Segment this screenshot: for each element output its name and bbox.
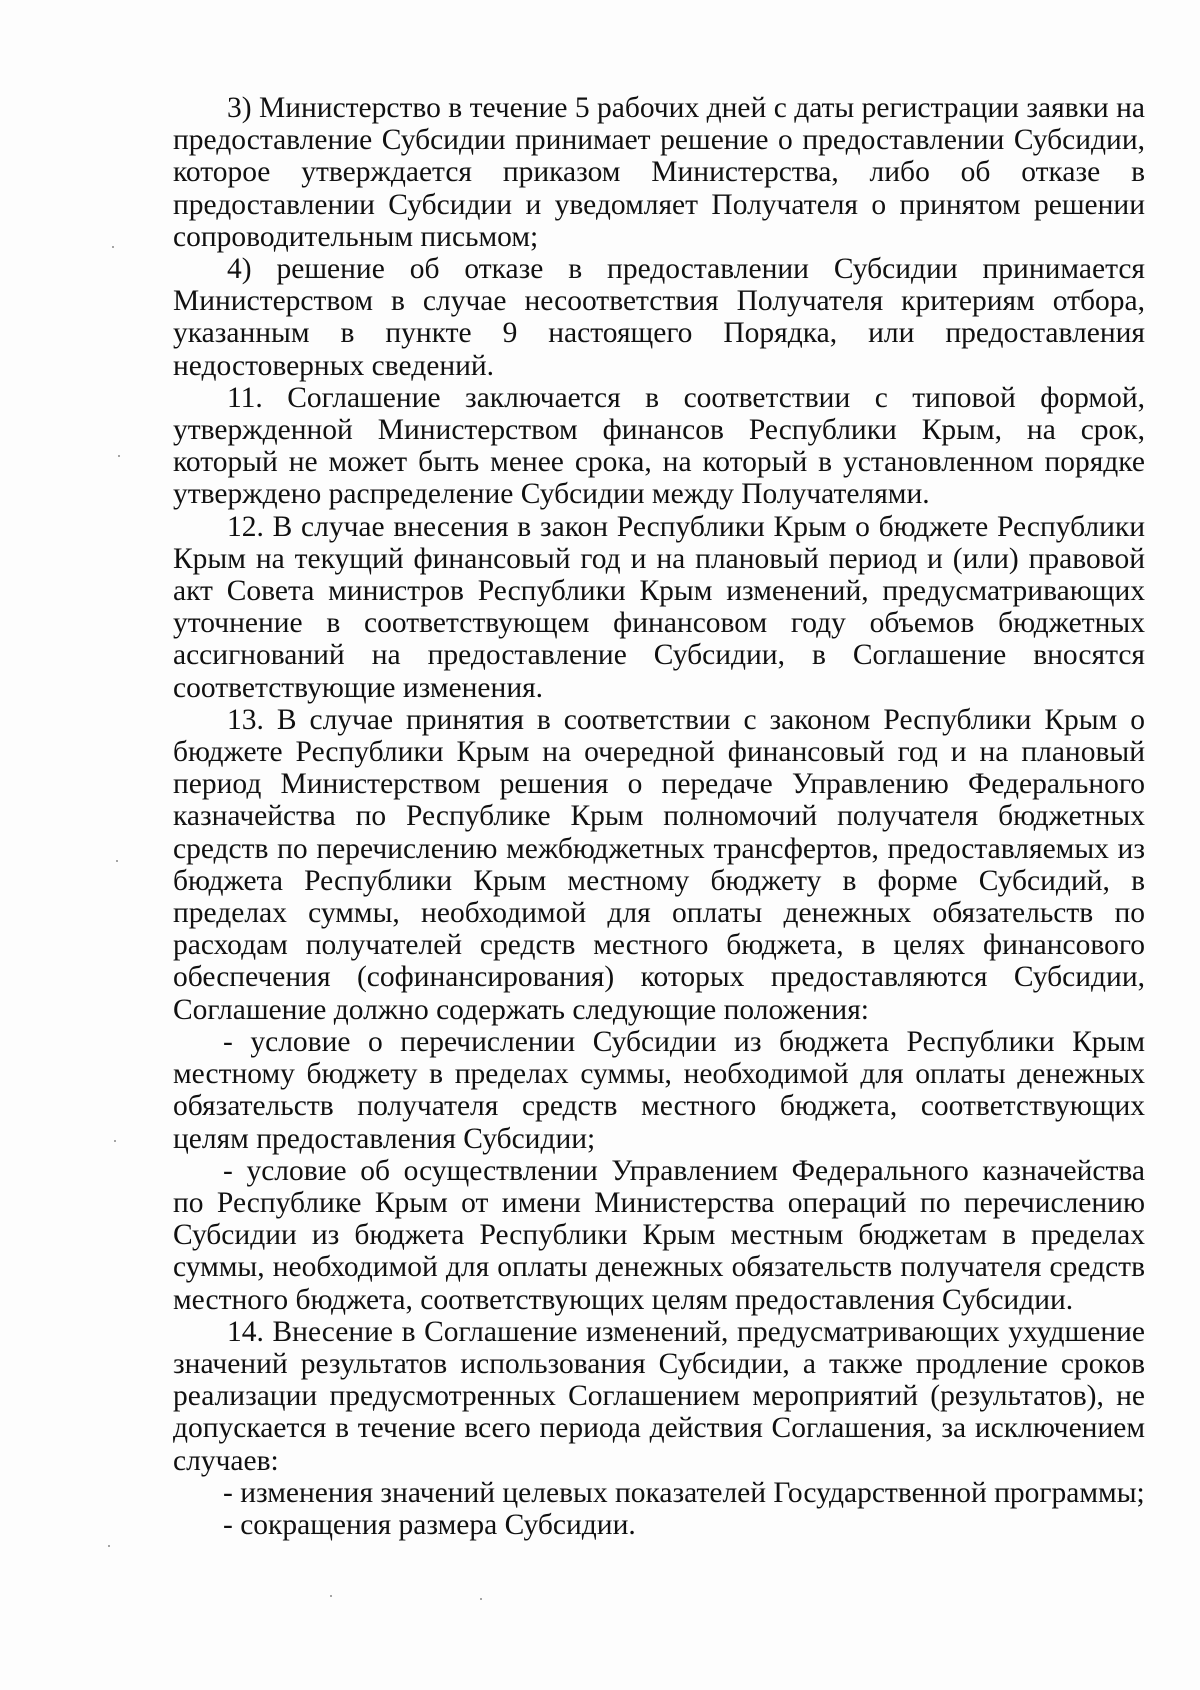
paragraph-item-3: 3) Министерство в течение 5 рабочих дней с даты регистрации заявки на предоставление Субсидии принимает решение о предоставлении Субсидии, которое утверждается приказом Министерства, либо об отказе в предоставлении Субсидии и уведомляет Получателя о принятом решении сопроводительным письмом; — [173, 92, 1145, 253]
scan-speck — [118, 455, 120, 457]
scan-speck — [114, 1140, 116, 1142]
scan-speck — [480, 1598, 482, 1600]
list-item-condition-treasury: - условие об осуществлении Управлением Федерального казначейства по Республике Крым от имени Министерства операций по перечислению Субсидии из бюджета Республики Крым местным бюджетам в пределах суммы, необходимой для оплаты денежных обязательств получателя средств местного бюджета, соответствующих целям предоставления Субсидии. — [173, 1154, 1145, 1316]
list-item-target-indicators: - изменения значений целевых показателей Государственной программы; — [223, 1476, 1145, 1509]
list-item-condition-transfer: - условие о перечислении Субсидии из бюджета Республики Крым местному бюджету в пределах суммы, необходимой для оплаты денежных обязательств получателя средств местного бюджета, соответствующих целям предоставления Субсидии; — [173, 1025, 1145, 1155]
scan-speck — [108, 1545, 110, 1547]
document-body — [173, 92, 1145, 1541]
scan-speck — [112, 246, 114, 248]
paragraph-item-4: 4) решение об отказе в предоставлении Субсидии принимается Министерством в случае несоответствия Получателя критериям отбора, указанным в пункте 9 настоящего Порядка, или предоставления недостоверных сведений. — [173, 253, 1145, 382]
list-item-subsidy-reduction: - сокращения размера Субсидии. — [223, 1508, 636, 1541]
paragraph-14: 14. Внесение в Соглашение изменений, предусматривающих ухудшение значений результатов использования Субсидии, а также продление сроков реализации предусмотренных Соглашением мероприятий (результатов), не допускается в течение всего периода действия Соглашения, за исключением случаев: — [173, 1315, 1145, 1477]
paragraph-12: 12. В случае внесения в закон Республики Крым о бюджете Республики Крым на текущий финансовый год и на плановый период и (или) правовой акт Совета министров Республики Крым изменений, предусматривающих уточнение в соответствующем финансовом году объемов бюджетных ассигнований на предоставление Субсидии, в Соглашение вносятся соответствующие изменения. — [173, 510, 1145, 704]
scan-speck — [116, 860, 118, 862]
scan-speck — [330, 1595, 332, 1597]
paragraph-11: 11. Соглашение заключается в соответствии с типовой формой, утвержденной Министерством финансов Республики Крым, на срок, который не может быть менее срока, на который в установленном порядке утверждено распределение Субсидии между Получателями. — [173, 381, 1145, 511]
paragraph-13: 13. В случае принятия в соответствии с законом Республики Крым о бюджете Республики Крым на очередной финансовый год и на плановый период Министерством решения о передаче Управлению Федерального казначейства по Республике Крым полномочий получателя бюджетных средств по перечислению межбюджетных трансфертов, предоставляемых из бюджета Республики Крым местному бюджету в форме Субсидий, в пределах суммы, необходимой для оплаты денежных обязательств по расходам получателей средств местного бюджета, в целях финансового обеспечения (софинансирования) которых предоставляются Субсидии, Соглашение должно содержать следующие положения: — [173, 703, 1145, 1026]
